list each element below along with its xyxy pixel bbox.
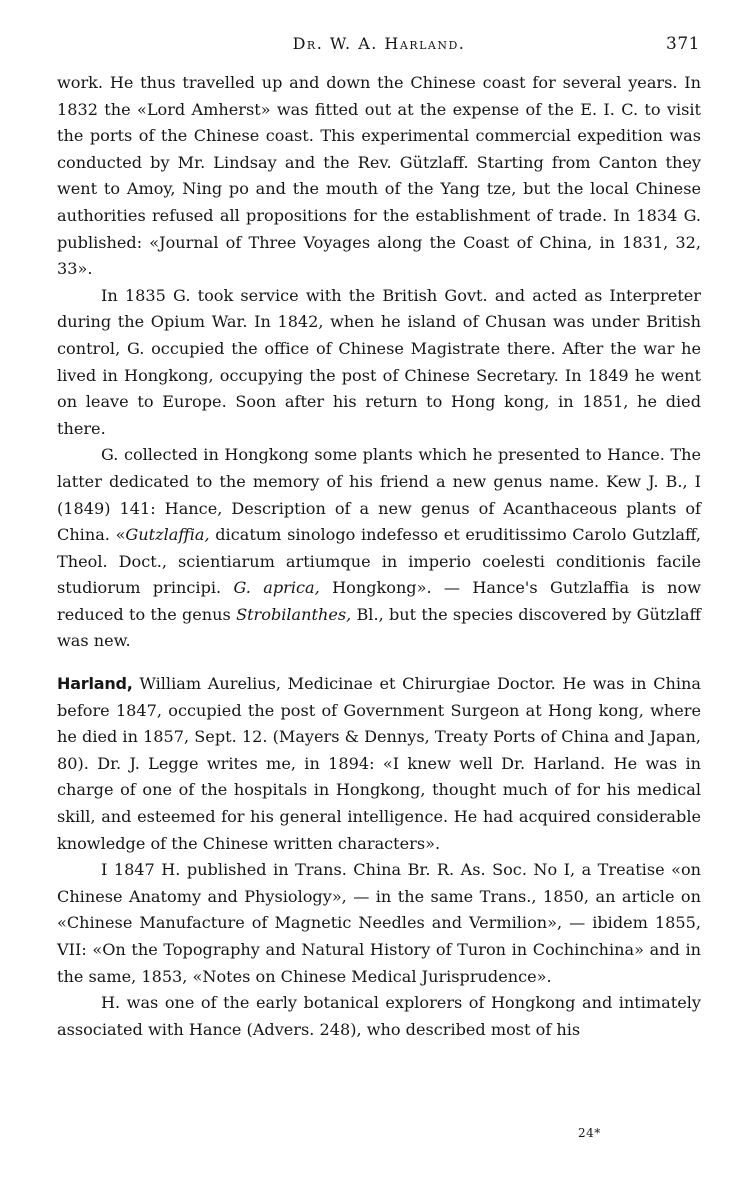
running-head: [56, 34, 702, 56]
text-run: Hongkong». — Hance's Gutzlaffia is now reduced to the genus: [57, 578, 702, 624]
italic-genus-name: Strobilanthes,: [236, 604, 352, 624]
page-number: 371: [666, 34, 700, 54]
running-title: Dr. W. A. Harland.: [292, 34, 466, 53]
paragraph-gutzlaff-service: In 1835 G. took service with the British Govt. and acted as Interpreter during the Opium War. In 1842, when he island of Chusan was under British control, G. occupied the office of Chinese Magistrate there. After the war he lived in Hongkong, occupying the post of Chinese Secretary. In 1849 he went on leave to Europe. Soon after his return to Hong kong, in 1851, he died there.: [57, 285, 701, 438]
italic-genus-name: Gutzlaffia,: [125, 525, 210, 545]
entry-name: Harland,: [57, 674, 133, 694]
paragraph-harland-entry: [57, 671, 701, 857]
paragraph-harland-publications: I 1847 H. published in Trans. China Br. R. As. Soc. No I, a Treatise «on Chinese Anatomy and Physiology», — in the same Trans., 1850, an article on «Chinese Manufacture of Magnetic Needles and Vermilion», — ibidem 1855, VII: «On the Topography and Natural History of Turon in Cochinchina» and in the same, 1853, «Notes on Chinese Medical Jurisprudence».: [57, 860, 701, 986]
paragraph-gutzlaff-voyages: work. He thus travelled up and down the Chinese coast for several years. In 1832 the «Lord Amherst» was fitted out at the expense of the E. I. C. to visit the ports of the Chinese coast. This experimental commercial expedition was conducted by Mr. Lindsay and the Rev. Gützlaff. Starting from Canton they went to Amoy, Ning po and the mouth of the Yang tze, but the local Chinese authorities refused all propositions for the establishment of trade. In 1834 G. published: «Journal of Three Voyages along the Coast of China, in 1831, 32, 33».: [57, 73, 701, 279]
italic-species-name: G. aprica,: [233, 578, 320, 598]
text-run: William Aurelius, Medicinae et Chirurgiae Doctor. He was in China before 1847, occupied the post of Government Surgeon at Hong kong, where he died in 1857, Sept. 12. (Mayers & Dennys, Treaty Ports of China and Japan, 80). Dr. J. Legge writes me, in 1894: «I knew well Dr. Harland. He was in charge of one of the hospitals in Hongkong, thought much of for his medical skill, and esteemed for his general intelligence. He had acquired considerable knowledge of the Chinese written characters».: [57, 674, 701, 853]
body-text: [57, 70, 701, 1043]
text-run: G. collected in Hongkong some plants which he presented to Hance. The latter dedicated to the memory of his friend a new genus name. Kew J. B., I (1849) 141: Hance, Description of a new genus of Acanthaceous plants of China. «: [57, 445, 701, 545]
text-run: Bl., but the species discovered by Gützlaff was new.: [57, 604, 701, 651]
signature-mark: 24*: [578, 1126, 601, 1140]
paragraph-harland-botany: H. was one of the early botanical explorers of Hongkong and intimately associated with Hance (Advers. 248), who described most of his: [57, 993, 701, 1039]
paragraph-gutzlaffia: [57, 442, 701, 655]
text-run: dicatum sinologo indefesso et eruditissimo Carolo Gutzlaff, Theol. Doct., scientiarum artiumque in imperio coelesti conditionis facile studiorum principi.: [57, 525, 701, 598]
